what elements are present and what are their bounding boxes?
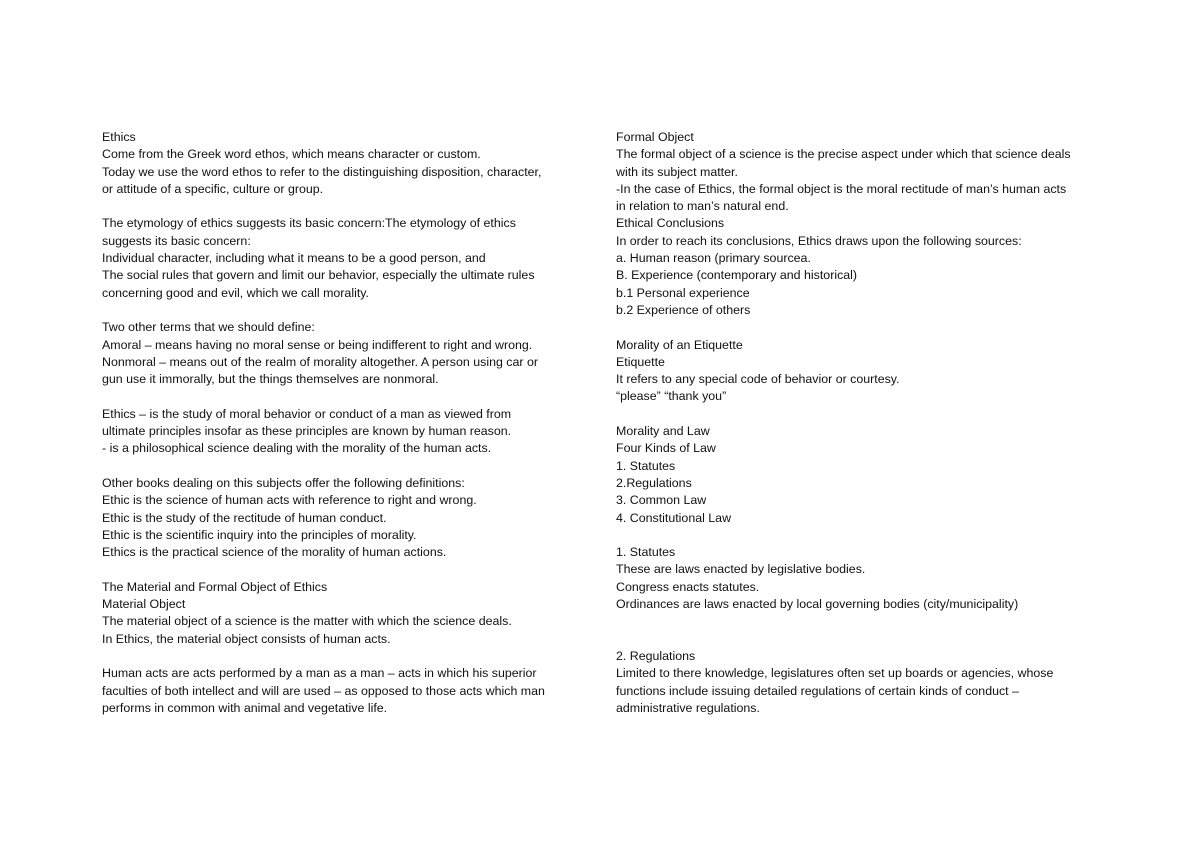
right-text-line: Ordinances are laws enacted by local governing bodies (city/municipality) [616,597,1019,612]
left-text-line: Material Object [102,597,186,612]
right-text-line: 3. Common Law [616,493,707,508]
right-text-line: Four Kinds of Law [616,441,716,456]
right-text-line: functions include issuing detailed regulations of certain kinds of conduct – [616,683,1019,698]
right-text-line: Morality of an Etiquette [616,337,743,352]
right-text-line: 2. Regulations [616,648,696,663]
left-text-line: Ethics – is the study of moral behavior or conduct of a man as viewed from [102,406,512,421]
left-text-line: or attitude of a specific, culture or group. [102,181,324,196]
left-blank-line [102,302,592,319]
left-blank-line [102,648,592,665]
left-text-line: In Ethics, the material object consists of human acts. [102,631,391,646]
right-text-line: 4. Constitutional Law [616,510,732,525]
left-text-line: performs in common with animal and vegetative life. [102,700,388,715]
right-text-line: a. Human reason (primary sourcea. [616,251,811,266]
right-blank-line [616,527,1086,544]
left-blank-line [102,561,592,578]
left-text-line: The material object of a science is the matter with which the science deals. [102,614,512,629]
left-text-line: Today we use the word ethos to refer to the distinguishing disposition, character, [102,164,542,179]
right-text-line: The formal object of a science is the precise aspect under which that science deals [616,147,1071,162]
left-text-line: The social rules that govern and limit our behavior, especially the ultimate rules [102,268,535,283]
right-blank-line [616,613,1086,630]
right-text-column [616,129,1086,717]
left-text-line: Human acts are acts performed by a man as a man – acts in which his superior [102,666,537,681]
right-text-line: These are laws enacted by legislative bodies. [616,562,866,577]
left-text-line: Ethic is the study of the rectitude of human conduct. [102,510,387,525]
left-text-line: The Material and Formal Object of Ethics [102,579,328,594]
left-text-line: Ethic is the scientific inquiry into the principles of morality. [102,527,417,542]
right-blank-line [616,406,1086,423]
left-text-line: concerning good and evil, which we call morality. [102,285,369,300]
left-text-line: Other books dealing on this subjects offer the following definitions: [102,475,465,490]
right-text-line: Limited to there knowledge, legislatures often set up boards or agencies, whose [616,666,1054,681]
left-text-line: gun use it immorally, but the things themselves are nonmoral. [102,372,439,387]
left-text-line: Nonmoral – means out of the realm of morality altogether. A person using car or [102,354,538,369]
right-blank-line [616,631,1086,648]
right-text-line: in relation to man’s natural end. [616,199,789,214]
right-text-line: b.1 Personal experience [616,285,750,300]
left-blank-line [102,388,592,405]
left-text-line: - is a philosophical science dealing with the morality of the human acts. [102,441,492,456]
right-text-line: administrative regulations. [616,700,760,715]
right-text-line: 2.Regulations [616,475,692,490]
right-text-line: Formal Object [616,130,694,144]
left-text-line: Amoral – means having no moral sense or being indifferent to right and wrong. [102,337,533,352]
right-text-line: with its subject matter. [616,164,738,179]
left-text-line: Ethics [102,130,136,144]
right-text-line: 1. Statutes [616,458,676,473]
right-text-line: “please” “thank you” [616,389,727,404]
left-text-line: suggests its basic concern: [102,233,251,248]
left-text-column [102,129,592,717]
left-text-line: ultimate principles insofar as these principles are known by human reason. [102,424,512,439]
right-text-line: Etiquette [616,354,665,369]
right-blank-line [616,319,1086,336]
right-text-line: 1. Statutes [616,545,676,560]
right-text-line: B. Experience (contemporary and historical) [616,268,858,283]
left-text-line: The etymology of ethics suggests its basic concern:The etymology of ethics [102,216,516,231]
left-text-line: Two other terms that we should define: [102,320,315,335]
right-text-line: It refers to any special code of behavior or courtesy. [616,372,900,387]
left-blank-line [102,198,592,215]
left-text-line: faculties of both intellect and will are used – as opposed to those acts which man [102,683,545,698]
right-text-line: -In the case of Ethics, the formal object is the moral rectitude of man’s human acts [616,181,1067,196]
right-text-line: Morality and Law [616,424,710,439]
right-text-line: In order to reach its conclusions, Ethics draws upon the following sources: [616,233,1022,248]
right-text-line: Ethical Conclusions [616,216,725,231]
left-text-line: Individual character, including what it means to be a good person, and [102,251,486,266]
right-text-line: Congress enacts statutes. [616,579,760,594]
left-blank-line [102,458,592,475]
left-text-line: Ethics is the practical science of the morality of human actions. [102,545,447,560]
right-text-line: b.2 Experience of others [616,302,751,317]
left-text-line: Ethic is the science of human acts with reference to right and wrong. [102,493,477,508]
left-text-line: Come from the Greek word ethos, which means character or custom. [102,147,481,162]
